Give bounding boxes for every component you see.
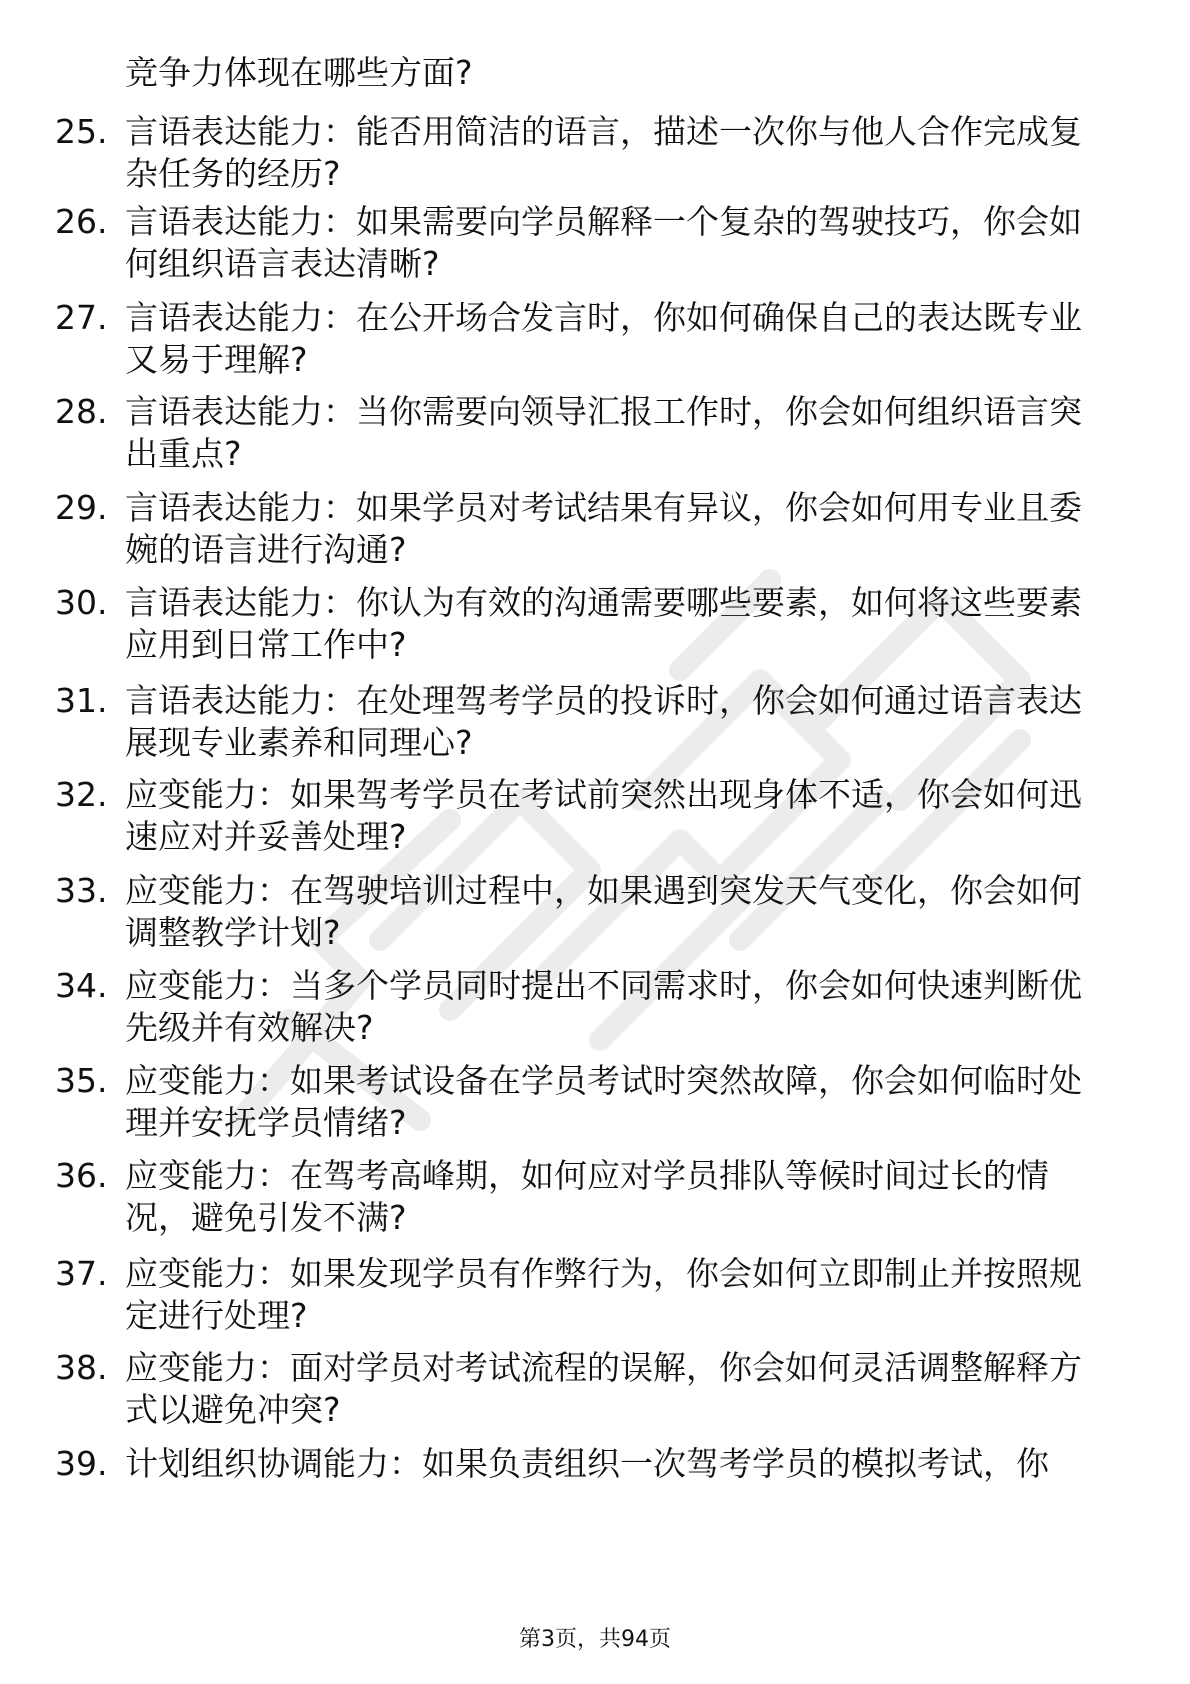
item-number: 27. — [55, 298, 108, 337]
item-number: 37. — [55, 1254, 108, 1293]
item-number: 28. — [55, 392, 108, 431]
item-text: 应变能力：如果发现学员有作弊行为，你会如何立即制止并按照规定进行处理? — [125, 1254, 1082, 1335]
item-number: 26. — [55, 202, 108, 241]
item-text: 应变能力：如果考试设备在学员考试时突然故障，你会如何临时处理并安抚学员情绪? — [125, 1061, 1082, 1142]
item-text: 言语表达能力：在处理驾考学员的投诉时，你会如何通过语言表达展现专业素养和同理心? — [125, 681, 1082, 762]
item-number: 32. — [55, 775, 108, 814]
item-text: 应变能力：当多个学员同时提出不同需求时，你会如何快速判断优先级并有效解决? — [125, 966, 1082, 1047]
item-text: 言语表达能力：能否用简洁的语言，描述一次你与他人合作完成复杂任务的经历? — [125, 112, 1082, 193]
item-number: 25. — [55, 112, 108, 151]
item-number: 33. — [55, 871, 108, 910]
item-text: 言语表达能力：如果学员对考试结果有异议，你会如何用专业且委婉的语言进行沟通? — [125, 488, 1082, 569]
continuation-line: 竞争力体现在哪些方面? — [125, 53, 473, 92]
item-text: 应变能力：在驾驶培训过程中，如果遇到突发天气变化，你会如何调整教学计划? — [125, 871, 1082, 952]
item-text: 应变能力：如果驾考学员在考试前突然出现身体不适，你会如何迅速应对并妥善处理? — [125, 775, 1082, 856]
item-number: 38. — [55, 1348, 108, 1387]
item-number: 36. — [55, 1156, 108, 1195]
page-footer: 第3页，共94页 — [519, 1627, 671, 1652]
item-number: 39. — [55, 1444, 108, 1483]
item-text: 言语表达能力：如果需要向学员解释一个复杂的驾驶技巧，你会如何组织语言表达清晰? — [125, 202, 1082, 283]
item-number: 30. — [55, 583, 108, 622]
item-text: 言语表达能力：在公开场合发言时，你如何确保自己的表达既专业又易于理解? — [125, 298, 1082, 379]
item-number: 31. — [55, 681, 108, 720]
item-text: 言语表达能力：当你需要向领导汇报工作时，你会如何组织语言突出重点? — [125, 392, 1082, 473]
item-number: 34. — [55, 966, 108, 1005]
item-number: 29. — [55, 488, 108, 527]
item-number: 35. — [55, 1061, 108, 1100]
item-text: 应变能力：在驾考高峰期，如何应对学员排队等候时间过长的情况，避免引发不满? — [125, 1156, 1049, 1237]
item-text: 言语表达能力：你认为有效的沟通需要哪些要素，如何将这些要素应用到日常工作中? — [125, 583, 1082, 664]
item-text: 应变能力：面对学员对考试流程的误解，你会如何灵活调整解释方式以避免冲突? — [125, 1348, 1082, 1429]
item-text: 计划组织协调能力：如果负责组织一次驾考学员的模拟考试，你 — [125, 1444, 1049, 1483]
